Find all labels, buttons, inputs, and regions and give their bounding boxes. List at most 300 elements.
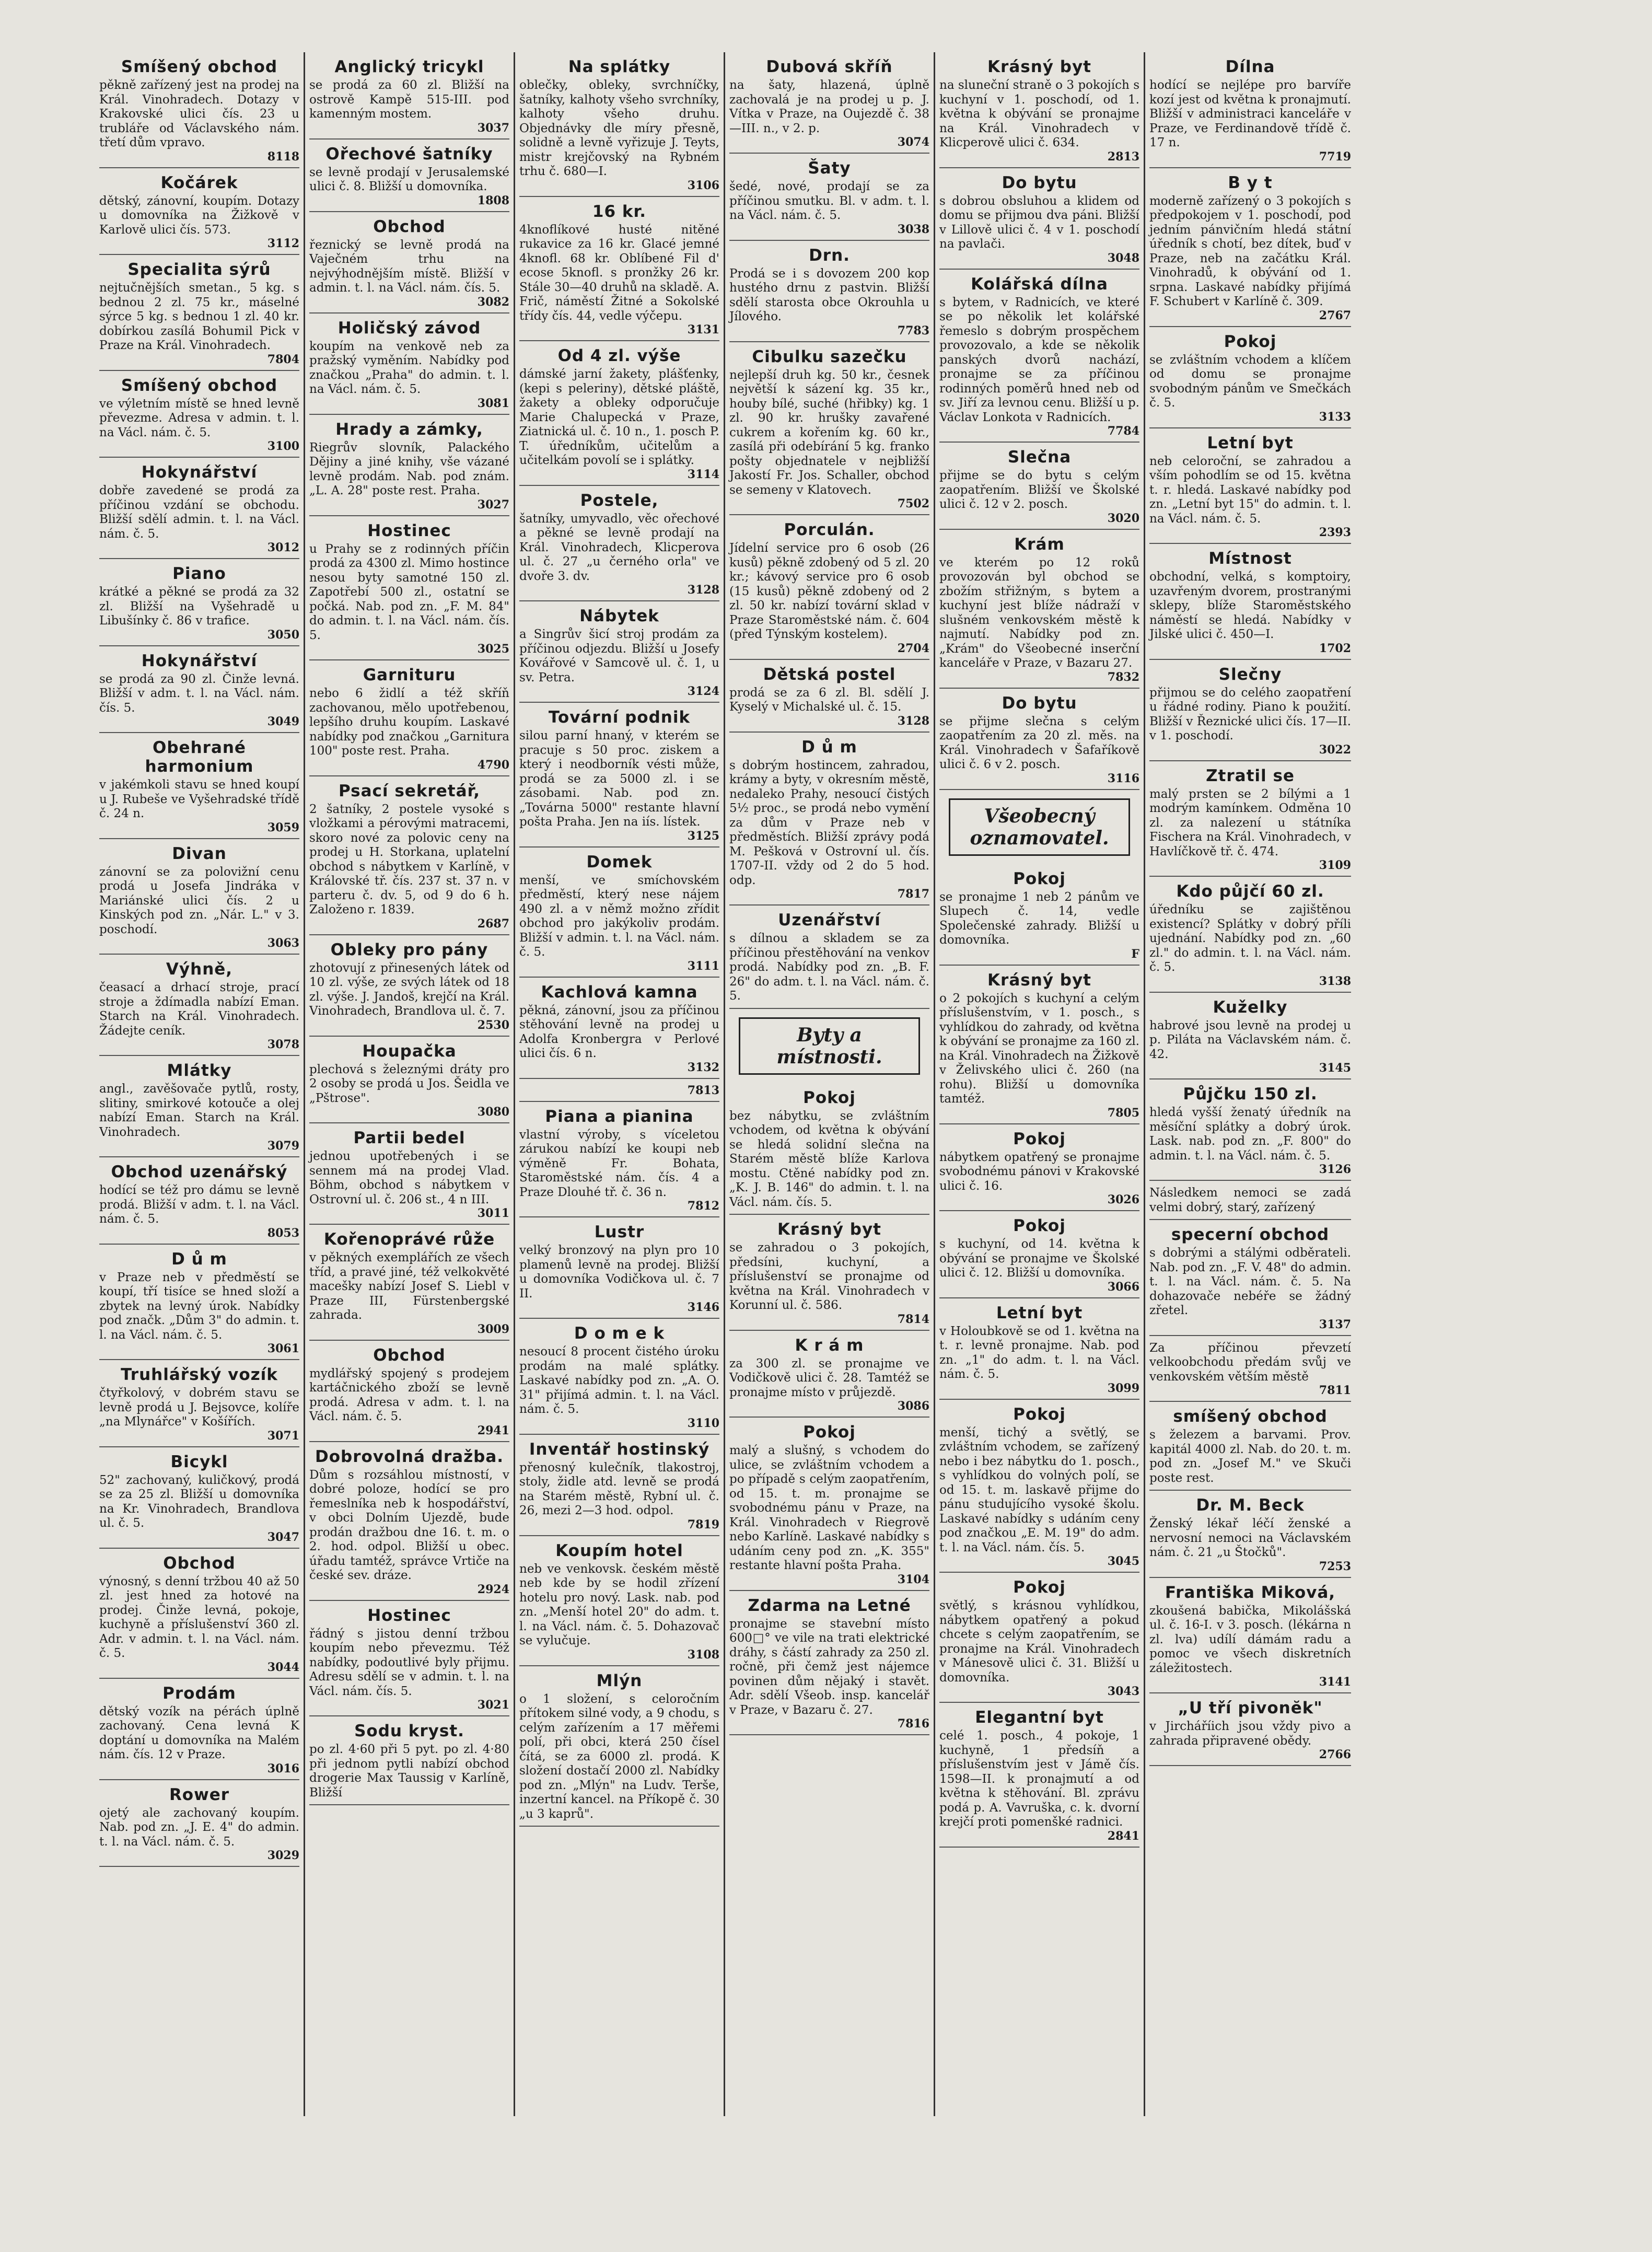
ad-text: Riegrův slovník, Palackého Dějiny a jiné knihy, vše vázané levně prodám. Nab. pod znám. „L. A. 28" poste rest. Praha.: [309, 440, 509, 497]
classified-ad: [1149, 1491, 1351, 1578]
classified-ad: [99, 1447, 299, 1549]
ad-heading: Elegantní byt: [975, 1708, 1104, 1727]
ad-text: mydlářský spojený s prodejem kartáčnického zboží se levně prodá. Adresa v adm. t. l. na Václ. nám. č. 5.: [309, 1366, 509, 1423]
ad-number: 2530: [477, 1018, 509, 1032]
ad-number: 3037: [477, 121, 509, 135]
ad-text: Za příčinou převzetí velkoobchodu předám svůj ve venkovském větším městě: [1149, 1341, 1351, 1384]
ad-heading: Obchod: [373, 1345, 446, 1365]
ad-heading: Mlýn: [596, 1671, 643, 1690]
ad-number: 7814: [897, 1312, 929, 1326]
ad-number: 3116: [1107, 771, 1139, 785]
ad-heading: Kočárek: [160, 173, 238, 192]
classified-ad: [99, 1679, 299, 1780]
ad-heading: Tovární podnik: [548, 708, 691, 727]
ad-number: 3109: [1319, 858, 1351, 872]
classified-ad: [729, 906, 929, 1009]
classified-ad: [309, 1225, 509, 1341]
classified-ad: [1149, 1693, 1351, 1766]
ad-number: 1808: [477, 193, 509, 207]
ad-number: 7811: [1319, 1384, 1351, 1397]
classified-ad: [99, 1360, 299, 1447]
ad-heading: Postele,: [580, 491, 659, 510]
ad-number: 7804: [267, 352, 299, 366]
ad-text: krátké a pěkné se prodá za 32 zl. Bližší na Vyšehradě u Libušínky č. 86 v trafice.: [99, 585, 299, 628]
classified-ad: [99, 559, 299, 646]
ad-number: 2704: [897, 641, 929, 655]
ad-number: 3009: [477, 1322, 509, 1336]
ad-number: 3048: [1107, 251, 1139, 265]
classified-ad: [309, 52, 509, 140]
ad-heading: B y t: [1228, 173, 1273, 192]
classified-ad: [309, 1037, 509, 1124]
ad-heading: smíšený obchod: [1173, 1407, 1328, 1426]
ad-number: 3141: [1319, 1675, 1351, 1689]
ad-text: nebo 6 židlí a též skříň zachovanou, mělo upotřebenou, lepšího druhu koupím. Laskavé nabídky pod značkou „Garnitura 100" poste rest. Praha.: [309, 687, 509, 758]
classified-ad: [1149, 1181, 1351, 1220]
ad-number: 3114: [687, 467, 719, 481]
classified-ad: [1149, 168, 1351, 327]
ad-heading: Smíšený obchod: [121, 57, 278, 76]
ad-heading: Zdarma na Letné: [748, 1596, 911, 1615]
ad-text: a Singrův šicí stroj prodám za příčinou odjezdu. Bližší u Josefy Kovářové v Samcově ul. č. 1, u sv. Petra.: [519, 628, 719, 684]
ad-number: 3126: [1319, 1163, 1351, 1176]
classified-columns: [95, 52, 1567, 2116]
ad-text: pěkně zařízený jest na prodej na Král. Vinohradech. Dotazy v Krakovské ulici čís. 23 u trubláře od Václavského nám. třetí dům vpravo.: [99, 78, 299, 149]
ad-heading: Koupím hotel: [555, 1541, 683, 1560]
classified-ad: [1149, 1402, 1351, 1491]
ad-number: 1702: [1319, 641, 1351, 655]
ad-heading: „U tří pivonĕk": [1178, 1699, 1323, 1717]
ad-heading: Hokynářství: [141, 651, 258, 670]
ad-number: 7783: [897, 323, 929, 338]
ad-heading: Krásný byt: [777, 1220, 881, 1239]
ad-text: s železem a barvami. Prov. kapitál 4000 zl. Nab. do 20. t. m. pod zn. „Josef M." ve Skuči poste rest.: [1149, 1428, 1351, 1485]
ad-heading: Pokoj: [803, 1088, 856, 1107]
ad-heading: Pokoj: [1013, 1404, 1066, 1424]
classified-ad: [1149, 660, 1351, 761]
classified-ad: [99, 646, 299, 734]
column-5: [935, 52, 1145, 2116]
ad-number: 3071: [267, 1429, 299, 1443]
classified-ad: [1149, 1336, 1351, 1402]
ad-number: 3074: [897, 135, 929, 149]
ad-text: ojetý ale zachovaný koupím. Nab. pod zn. „J. E. 4" do admin. t. l. na Václ. nám. č. 5.: [99, 1806, 299, 1849]
ad-text: se přijme slečna s celým zaopatřením za 20 zl. měs. na Král. Vinohradech v Šafaříkově ulici č. 6 v 2. posch.: [939, 714, 1139, 771]
column-3: [515, 52, 725, 2116]
ad-number: 2393: [1319, 526, 1351, 539]
ad-heading: Šaty: [808, 159, 851, 178]
ad-number: 4790: [477, 758, 509, 772]
ad-heading: Obchod uzenářský: [111, 1163, 288, 1181]
classified-ad: [939, 689, 1139, 790]
classified-ad: [729, 1083, 929, 1215]
ad-heading: Výhně,: [166, 960, 233, 979]
ad-heading: Hrady a zámky,: [335, 420, 483, 439]
ad-text: neb ve venkovsk. českém městě neb kde by se hodil zřízení hotelu pro nový. Lask. nab. pod zn. „Menší hotel 20" do adm. t. l. na Václ. nám. č. 5. Dohazovač se vylučuje.: [519, 1562, 719, 1647]
ad-heading: K r á m: [795, 1336, 864, 1355]
ad-text: Prodá se i s dovozem 200 kop hustého drnu z pastvin. Bližší sdělí starosta obce Okrouhla u Jílového.: [729, 266, 929, 323]
classified-ad: [99, 371, 299, 458]
ad-text: 52" zachovaný, kuličkový, prodá se za 25 zl. Bližší u domovníka na Kr. Vinohradech, Brandlova ul. č. 5.: [99, 1473, 299, 1530]
classified-ad: [519, 1435, 719, 1536]
ad-number: 8118: [267, 149, 299, 164]
ad-number: 3011: [477, 1206, 509, 1220]
classified-ad: [939, 270, 1139, 443]
classified-ad: [729, 733, 929, 906]
ad-text: s kuchyní, od 14. května k obývání se pronajme ve Školské ulici č. 12. Bližší u domovníka.: [939, 1237, 1139, 1280]
ad-text: pronajme se stavební místo 600□° ve vile na trati elektrické dráhy, s částí zahrady za 250 zl. ročně, při čemž jest nájemce povinen dům nějaký i stavět. Adr. sdělí Všeob. insp. kancelář v Praze, v Bazaru č. 27.: [729, 1617, 929, 1717]
ad-heading: Piana a pianina: [545, 1107, 694, 1126]
ad-heading: Porculán.: [784, 520, 875, 539]
ad-heading: Sodu kryst.: [354, 1722, 464, 1740]
classified-ad: [519, 486, 719, 602]
ad-text: menší, tichý a světlý, se zvláštním vchodem, se zařízený nebo i bez nábytku do 1. posch., s vyhlídkou do volných polí, se od 15. t. m. laskavě přijme do pánu studujícího vysoké školu. Laskavé nabídky s udáním ceny pod značkou „E. M. 19" do adm. t. l. na Václ. nám. čís. 5.: [939, 1425, 1139, 1554]
ad-heading: Inventář hostinský: [529, 1440, 710, 1459]
ad-text: úředníku se zajištěnou existencí? Splátky v dobrý příli ujednání. Nabídky pod zn. „60 zl." do admin. t. l. na Václ. nám. č. 5.: [1149, 903, 1351, 974]
ad-text: Jídelní service pro 6 osob (26 kusů) pěkně zdobený od 5 zl. 20 kr.; kávový service pro 6 osob (15 kusů) pěkně zdobený od 2 zl. 50 kr. nabízí tovární sklad v Praze Staroměstské nám. č. 604 (před Týnským kostelem).: [729, 541, 929, 641]
ad-heading: Dílna: [1225, 57, 1275, 76]
ad-text: nejtučnějších smetan., 5 kg. s bednou 2 zl. 75 kr., máselné sýrce 5 kg. s bednou 1 zl. 40 kr. dobírkou zasílá Bohumil Pick v Praze na Král. Vinohradech.: [99, 281, 299, 352]
ad-heading: Ztratil se: [1206, 766, 1295, 785]
classified-ad: [309, 1716, 509, 1805]
ad-heading: Domek: [586, 852, 653, 872]
classified-ad: [99, 1549, 299, 1679]
classified-ad: [309, 314, 509, 415]
ad-heading: Drn.: [809, 246, 850, 265]
ad-heading: Psací sekretář,: [339, 781, 480, 800]
ad-number: 3099: [1107, 1381, 1139, 1395]
ad-heading: Františka Miková,: [1165, 1583, 1336, 1602]
classified-ad: [939, 530, 1139, 689]
ad-text: Dům s rozsáhlou místností, v dobré poloze, hodící se pro řemeslníka neb k hospodářství, v obci Dolním Ujezdě, bude prodán dražbou dne 16. t. m. o 2. hod. odpol. Bližší u obec. úřadu tamtéž, správce Vrtiče na české sev. dráze.: [309, 1468, 509, 1582]
ad-heading: Krásný byt: [987, 57, 1091, 76]
classified-ad: [1149, 877, 1351, 993]
ad-heading: Do bytu: [1002, 173, 1077, 192]
classified-ad: [99, 52, 299, 168]
ad-number: 3124: [687, 684, 719, 698]
ad-number: 7253: [1319, 1559, 1351, 1573]
classified-ad: [939, 1124, 1139, 1212]
classified-ad: [519, 1217, 719, 1319]
ad-text: obchodní, velká, s komptoiry, uzavřeným dvorem, prostranými sklepy, blíže Staroměstského náměstí se hledá. Nabídky v Jilské ulici č. 450—I.: [1149, 570, 1351, 641]
classified-ad: [309, 1123, 509, 1225]
ad-text: plechová s železnými dráty pro 2 osoby se prodá u Jos. Šeidla ve „Pštrose".: [309, 1062, 509, 1105]
classified-ad: [519, 1666, 719, 1827]
ad-number: 2767: [1319, 308, 1351, 322]
ad-number: 3146: [687, 1301, 719, 1314]
classified-ad: [939, 1703, 1139, 1848]
ad-text: nábytkem opatřený se pronajme svobodnému pánovi v Krakovské ulici č. 16.: [939, 1150, 1139, 1193]
ad-text: dobře zavedené se prodá za příčinou vzdání se obchodu. Bližší sdělí admin. t. l. na Václ. nám. č. 5.: [99, 484, 299, 541]
ad-number: 3137: [1319, 1317, 1351, 1331]
ad-heading: Na splátky: [568, 57, 671, 76]
ad-heading: Specialita sýrů: [127, 260, 271, 279]
ad-number: 3145: [1319, 1061, 1351, 1075]
ad-number: 3081: [477, 396, 509, 410]
ad-number: 3020: [1107, 511, 1139, 525]
classified-ad: [1149, 52, 1351, 168]
ad-text: s dobrým hostincem, zahradou, krámy a byty, v okresním městě, nedaleko Prahy, nesoucí čistých 5½ proc., se prodá nebo vymění za dům v Praze neb v předměstích. Bližší zprávy podá M. Pešková v Ostrovní ul. čís. 1707-II. vždy od 2 do 5 hod. odp.: [729, 758, 929, 887]
classified-ad: [519, 52, 719, 197]
ad-number: 3021: [477, 1698, 509, 1712]
classified-ad: [519, 601, 719, 703]
ad-text: oblečky, obleky, svrchníčky, šatníky, kalhoty všeho svrchníky, kalhoty všeho druhu. Objednávky dle míry přesně, solidně a levně vyřizuje J. Teyts, mistr krejčovský na Rybném trhu č. 680—I.: [519, 78, 719, 178]
ad-heading: Nábytek: [579, 607, 659, 625]
classified-ad: [519, 848, 719, 978]
classified-ad: [939, 1211, 1139, 1298]
ad-number: 7805: [1107, 1106, 1139, 1120]
classified-ad: [729, 154, 929, 241]
classified-ad: [309, 776, 509, 935]
classified-ad: [309, 935, 509, 1037]
ad-number: 3080: [477, 1105, 509, 1119]
ad-heading: Krásný byt: [987, 970, 1091, 990]
ad-number: 3132: [687, 1060, 719, 1074]
ad-heading: Mlátky: [167, 1061, 232, 1080]
ad-number: 2766: [1319, 1748, 1351, 1761]
classified-ad: [519, 341, 719, 486]
classified-ad: [99, 1056, 299, 1157]
classified-ad: [939, 443, 1139, 530]
ad-text: v Jircháříich jsou vždy pivo a zahrada připravené obědy.: [1149, 1720, 1351, 1748]
classified-ad: [519, 1102, 719, 1218]
ad-number: 3047: [267, 1530, 299, 1544]
ad-text: dětský vozík na pérách úplně zachovaný. Cena levná K doptání u domovníka na Malém nám. čís. 12 v Praze.: [99, 1704, 299, 1761]
ad-heading: Letní byt: [996, 1303, 1083, 1322]
ad-heading: Hokynářství: [141, 463, 258, 482]
ad-heading: Pokoj: [1013, 869, 1066, 888]
ad-number: 7719: [1319, 149, 1351, 164]
ad-heading: Cibulku sazečku: [752, 347, 907, 366]
ad-number: 2924: [477, 1582, 509, 1596]
classified-ad: [99, 168, 299, 256]
ad-number: 3112: [267, 237, 299, 250]
ad-number: 7812: [687, 1199, 719, 1213]
ad-text: v Holoubkově se od 1. května na t. r. levně pronajme. Nab. pod zn. „1" do adm. t. l. na Václ. nám. č. 5.: [939, 1324, 1139, 1381]
ad-text: v jakémkoli stavu se hned koupí u J. Rubeše ve Vyšehradské třídě č. 24 n.: [99, 778, 299, 820]
ad-text: se levně prodají v Jerusalemské ulici č. 8. Bližší u domovníka.: [309, 165, 509, 193]
ad-text: v Praze neb v předměstí se koupí, tří tisíce se hned složí a zbytek na levný úrok. Nabídky pod značk. „Dům 3" do admin. t. l. na Václ. nám. č. 5.: [99, 1270, 299, 1342]
classified-ad: [99, 839, 299, 955]
ad-text: se pronajme 1 neb 2 pánům ve Slupech č. 14, vedle Společenské zahrady. Bližší u domovníka.: [939, 890, 1139, 947]
column-6: [1145, 52, 1355, 2116]
ad-text: ve výletním místě se hned levně převezme. Adresa v admin. t. l. na Václ. nám. č. 5.: [99, 397, 299, 439]
ad-text: celé 1. posch., 4 pokoje, 1 kuchyně, 1 předsíň a příslušenstvím jest v Jámě čís. 1598—II. k pronajmutí a od května k stěhování. Bl. zprávu podá p. A. Vavruška, c. k. dvorní krejčí proti pomenšké radnici.: [939, 1729, 1139, 1829]
classified-ad: [729, 342, 929, 516]
ad-heading: Houpačka: [362, 1041, 457, 1061]
ad-text: zhotovují z přinesených látek od 10 zl. výše, ze svých látek od 18 zl. výše. J. Jandoš, krejčí na Král. Vinohradech, Brandlova ul. č. 7.: [309, 961, 509, 1018]
section-heading-box: Byty a místnosti.: [739, 1017, 920, 1075]
column-4: [725, 52, 935, 2116]
classified-ad: [1149, 761, 1351, 877]
ad-text: s bytem, v Radnicích, ve které se po několik let kolářské řemeslo s dobrým prospěchem provozovalo, a kde se několik panských dvorů nachází, pronajme se za příčinou rodinných poměrů hned neb od sv. Jiří za levnou cenu. Bližší u p. Václav Lonkota v Radnicích.: [939, 295, 1139, 424]
ad-heading: Do bytu: [1002, 693, 1077, 713]
ad-number: 3100: [267, 439, 299, 453]
ad-heading: Dětská postel: [763, 665, 896, 684]
classified-ad: [1149, 1079, 1351, 1181]
ad-text: řeznický se levně prodá na Vaječném trhu na nejvýhodnějším místě. Bližší v admin. t. l. na Václ. nám. čís. 5.: [309, 238, 509, 295]
ad-text: silou parní hnaný, v kterém se pracuje s 50 proc. ziskem a který i neodborník vésti může, prodá se za 5000 zl. i se zásobami. Nab. pod zn. „Továrna 5000" restante hlavní pošta Praha. Jen na iís. lístek.: [519, 729, 719, 829]
classified-ad: [309, 1341, 509, 1442]
ad-text: hodící se nejlépe pro barvíře kozí jest od května k pronajmutí. Bližší v administraci kanceláře v Praze, ve Ferdinandově třídě č. 17 n.: [1149, 78, 1351, 149]
ad-heading: Letní byt: [1207, 433, 1294, 452]
classified-ad: [519, 197, 719, 342]
ad-number: 7813: [687, 1083, 719, 1097]
ad-text: s dílnou a skladem se za příčinou přestěhování na venkov prodá. Nabídky pod zn. „B. F. 26" do adm. t. l. na Václ. nám. č. 5.: [729, 932, 929, 1003]
ad-text: v pěkných exemplářích ze všech tříd, a pravé jiné, též velkokvěté macešky nabízí Josef S. Liebl v Praze III, Fürstenbergské zahrada.: [309, 1251, 509, 1322]
classified-ad: [939, 864, 1139, 966]
ad-heading: Půjčku 150 zl.: [1183, 1085, 1318, 1104]
ad-number: 3079: [267, 1139, 299, 1153]
ad-heading: Obchod: [163, 1553, 236, 1573]
ad-text: čeasací a drhací stroje, prací stroje a ždímadla nabízí Eman. Starch na Král. Vinohradech. Žádejte ceník.: [99, 981, 299, 1038]
ad-text: s dobrými a stálými odběrateli. Nab. pod zn. „F. V. 48" do admin. t. l. na Václ. nám. č. 5. Na dohazovače nebéře se žádný zřetel.: [1149, 1246, 1351, 1317]
classified-ad: [519, 703, 719, 848]
ad-heading: Od 4 zl. výše: [557, 346, 681, 365]
ad-text: nesoucí 8 procent čistého úroku prodám na malé splátky. Laskavé nabídky pod zn. „A. O. 31" přijímá admin. t. l. na Václ. nám. č. 5.: [519, 1345, 719, 1416]
ad-text: ve kterém po 12 roků provozován byl obchod se zbožím střižným, s bytem a kuchyní jest blíže nádraží v slušném venkovském městě k najmutí. Nabídky pod zn. „Krám" do Všeobecné inserční kanceláře v Praze, v Bazaru 27.: [939, 555, 1139, 670]
ad-number: 3027: [477, 497, 509, 512]
ad-number: 7819: [687, 1517, 719, 1531]
classified-ad: [1149, 544, 1351, 660]
classified-ad: [939, 966, 1139, 1124]
ad-text: angl., zavěšovače pytlů, rosty, slitiny, smirkové kotouče a olej nabízí Eman. Starch na Král. Vinohradech.: [99, 1082, 299, 1139]
ad-heading: Slečna: [1007, 448, 1072, 467]
classified-ad: [99, 955, 299, 1056]
ad-number: 3038: [897, 222, 929, 236]
ad-number: 7502: [897, 497, 929, 510]
ad-number: 3128: [897, 714, 929, 728]
ad-text: hodící se též pro dámu se levně prodá. Bližší v adm. t. l. na Václ. nám. č. 5.: [99, 1183, 299, 1226]
ad-text: 2 šatníky, 2 postele vysoké s vložkami a pérovými matracemi, skoro nové za polovic ceny na prodej u H. Storkana, uplatelní obchod s nábytkem v Karlíně, v Královské tř. čís. 237 st. 37 n. v parteru č. dv. 5, od 9 do 6 h. Založeno r. 1839.: [309, 802, 509, 916]
ad-text: čtyřkolový, v dobrém stavu se levně prodá u J. Bejsovce, kolíře „na Mlynářce" v Košířích.: [99, 1386, 299, 1429]
ad-heading: Truhlářský vozík: [121, 1365, 278, 1384]
ad-heading: Pokoj: [803, 1423, 856, 1442]
ad-number: F: [1131, 947, 1139, 961]
column-2: [305, 52, 515, 2116]
ad-text: koupím na venkově neb za pražský vyměním. Nabídky pod značkou „Praha" do admin. t. l. na Václ. nám. č. 5.: [309, 339, 509, 396]
ad-text: výnosný, s denní tržbou 40 až 50 zl. jest hned za hotové na prodej. Činže levná, pokoje, kuchyně a příslušenství 360 zl. Adr. v admin. t. l. na Václ. nám. č. 5.: [99, 1574, 299, 1660]
ad-text: šatníky, umyvadlo, věc ořechové a pěkné se levně prodají na Král. Vinohradech, Klicperova ul. č. 27 „u černého orla" ve dvoře 3. dv.: [519, 512, 719, 583]
classified-ad: [519, 978, 719, 1079]
ad-number: 3108: [687, 1647, 719, 1662]
ad-number: 2813: [1107, 149, 1139, 164]
ad-text: za 300 zl. se pronajme ve Vodičkově ulici č. 28. Tamtéž se pronajme místo v průjezdě.: [729, 1356, 929, 1399]
ad-text: se zvláštním vchodem a klíčem od domu se pronajme svobodným pánům ve Smečkách č. 5.: [1149, 353, 1351, 410]
section-heading-box: Všeobecný oznamovatel.: [949, 798, 1130, 856]
classified-ad: [729, 52, 929, 154]
ad-heading: Hostinec: [367, 521, 451, 540]
ad-text: malý prsten se 2 bílými a 1 modrým kamínkem. Odměna 10 zl. za nalezení u státníka Fischera na Král. Vinohradech, v Havlíčkově tř. č. 474.: [1149, 787, 1351, 858]
ad-heading: Dobrovolná dražba.: [315, 1447, 504, 1466]
classified-ad: [939, 52, 1139, 168]
ad-heading: 16 kr.: [592, 202, 647, 221]
ad-number: 3066: [1107, 1280, 1139, 1294]
ad-text: světlý, s krásnou vyhlídkou, nábytkem opatřený a pokud chcete s celým zaopatřením, se pronajme na Král. Vinohradech v Mánesově ulici č. 31. Bližší u domovníka.: [939, 1599, 1139, 1685]
ad-number: 3133: [1319, 410, 1351, 424]
classified-ad: [1149, 1578, 1351, 1694]
ad-number: 3078: [267, 1038, 299, 1051]
ad-number: 3029: [267, 1849, 299, 1862]
ad-number: 3131: [687, 323, 719, 336]
ad-number: 3044: [267, 1660, 299, 1674]
ad-text: šedé, nové, prodají se za příčinou smutku. Bl. v adm. t. l. na Václ. nám. č. 5.: [729, 180, 929, 222]
classified-ad: [729, 515, 929, 660]
classified-ad: [729, 1418, 929, 1591]
ad-number: 3049: [267, 715, 299, 728]
ad-text: nejlepší druh kg. 50 kr., česnek největší k sázení kg. 35 kr., houby bílé, suché (hřibky) kg. 1 zl. 90 kr. hrušky zavařené cukrem a kořením kg. 60 kr., zasílá při odebírání 5 kg. franko pošty objednatele v nejbližší Jakostí Fr. Jos. Schaller, obchod se semeny v Klatovech.: [729, 368, 929, 497]
ad-text: dětský, zánovní, koupím. Dotazy u domovníka na Žižkově v Karlově ulici čís. 573.: [99, 194, 299, 237]
classified-ad: [99, 255, 299, 371]
ad-text: Následkem nemoci se zadá velmi dobrý, starý, zařízený: [1149, 1186, 1351, 1214]
classified-ad: [1149, 1220, 1351, 1336]
classified-ad: [1149, 993, 1351, 1080]
ad-heading: Obleky pro pány: [330, 940, 488, 959]
ad-number: 3022: [1319, 742, 1351, 757]
ad-heading: D ů m: [801, 737, 857, 757]
ad-heading: Holičský závod: [338, 318, 481, 338]
ad-number: 2941: [477, 1423, 509, 1437]
ad-number: 3104: [897, 1572, 929, 1586]
ad-number: 3050: [267, 628, 299, 642]
ad-number: 3138: [1319, 974, 1351, 988]
ad-text: dámské jarní žakety, plášťenky, (kepi s peleriny), dětské pláště, žakety a obleky odporučuje Marie Chalupecká v Praze, Ziatnická ul. č. 10 n., 1. posch P. T. úředníkům, učitelům a učitelkám povolí se i splátky.: [519, 367, 719, 467]
classified-ad: [729, 1215, 929, 1331]
ad-heading: Smíšený obchod: [121, 376, 278, 395]
ad-number: 8053: [267, 1226, 299, 1240]
ad-text: habrové jsou levně na prodej u p. Piláta na Václavském nám. č. 42.: [1149, 1018, 1351, 1061]
ad-number: 2687: [477, 916, 509, 931]
classified-ad: [99, 1157, 299, 1245]
ad-number: 3026: [1107, 1193, 1139, 1206]
ad-number: 3025: [477, 642, 509, 656]
ad-number: 3063: [267, 936, 299, 950]
classified-ad: [729, 1331, 929, 1418]
ad-number: 3016: [267, 1761, 299, 1775]
ad-text: malý a slušný, s vchodem do ulice, se zvláštním vchodem a po případě s celým zaopatřením, od 15. t. m. pronajme se svobodnému pánu v Praze, na Král. Vinohradech v Riegrově nebo Karlíně. Laskavé nabídky s udáním ceny pod zn. „K. 355" restante hlavní pošta Praha.: [729, 1444, 929, 1572]
classified-ad: [729, 660, 929, 733]
ad-number: 3110: [687, 1416, 719, 1430]
ad-text: u Prahy se z rodinných příčin prodá za 4300 zl. Mimo hostince nesou byty samotné 150 zl. Zapotřebí 500 zl., ostatní se počká. Nab. pod zn. „F. M. 84" do admin. t. l. na Václ. nám. čís. 5.: [309, 542, 509, 642]
classified-ad: [1149, 428, 1351, 544]
classified-ad: [519, 1079, 719, 1102]
ad-heading: Kolářská dílna: [971, 274, 1108, 294]
ad-text: zkoušená babička, Mikolášská ul. č. 16-I. v 3. posch. (lékárna n zl. lva) udílí dámám radu a pomoc ve všech diskretních záležitostech.: [1149, 1604, 1351, 1675]
ad-text: přijmou se do celého zaopatření u řádné rodiny. Piano k použití. Bližší v Řeznické ulici čís. 17—II. v 1. poschodí.: [1149, 686, 1351, 742]
ad-heading: Uzenářství: [778, 911, 881, 930]
ad-heading: Bicykl: [170, 1452, 228, 1471]
classified-ad: [309, 140, 509, 212]
ad-heading: D o m e k: [574, 1324, 665, 1343]
classified-ad: [939, 1298, 1139, 1400]
ad-heading: Obchod: [373, 217, 446, 236]
ad-text: se zahradou o 3 pokojích, předsíni, kuchyní, a příslušenství se pronajme od května na Král. Vinohradech v Korunní ul. č. 586.: [729, 1241, 929, 1312]
ad-text: o 2 pokojích s kuchyní a celým příslušenstvím, v 1. posch., s vyhlídkou do zahrady, od května k obývání se pronajme za 160 zl. na Král. Vinohradech na Žižkově v Želivského ulici č. 260 (na rohu). Bližší u domovníka tamtéž.: [939, 991, 1139, 1106]
ad-heading: Garnituru: [363, 666, 456, 684]
ad-number: 3012: [267, 541, 299, 554]
ad-heading: Dr. M. Beck: [1196, 1496, 1305, 1515]
classified-ad: [939, 1400, 1139, 1573]
ad-text: jednou upotřebených i se sennem má na prodej Vlad. Böhm, obchod s nábytkem v Ostrovní ul. č. 206 st., 4 n III.: [309, 1150, 509, 1206]
ad-text: neb celoroční, se zahradou a vším pohodlím se od 15. května t. r. hledá. Laskavé nabídky pod zn. „Letní byt 15" do admin. t. l. na Václ. nám. č. 5.: [1149, 454, 1351, 526]
ad-heading: Dubová skříň: [766, 57, 893, 76]
ad-heading: Piano: [172, 564, 226, 583]
classified-ad: [519, 1536, 719, 1666]
ad-number: 3128: [687, 583, 719, 597]
ad-number: 7832: [1107, 670, 1139, 684]
ad-text: bez nábytku, se zvláštním vchodem, od května k obývání se hledá solidní slečna na Starém městě blíže Karlova mostu. Ctěné nabídky pod zn. „K. J. B. 146" do admin. t. l. na Václ. nám. čís. 5.: [729, 1109, 929, 1209]
ad-text: na sluneční straně o 3 pokojích s kuchyní v 1. poschodí, od 1. května k obývání se pronajme na Král. Vinohradech v Klicperově ulici č. 634.: [939, 78, 1139, 149]
